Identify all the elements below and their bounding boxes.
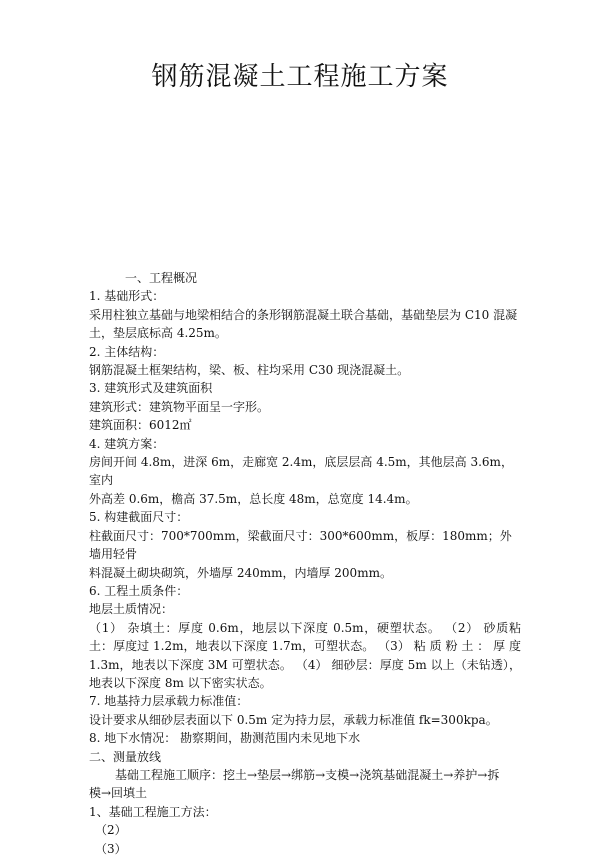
paragraph-line: 外高差 0.6m，檐高 37.5m，总长度 48m，总宽度 14.4m。	[89, 491, 418, 506]
paragraph-line: （2）	[95, 823, 127, 838]
paragraph-line: 土，垫层底标高 4.25m。	[89, 326, 227, 341]
paragraph-line: 1.3m，地表以下深度 3M 可塑状态。 （4） 细砂层：厚度 5m 以上（未钻透），	[89, 657, 521, 672]
document-body	[89, 269, 521, 858]
paragraph-line: 5. 构建截面尺寸：	[89, 510, 189, 525]
paragraph-line: 3. 建筑形式及建筑面积	[89, 381, 213, 396]
paragraph-line: 柱截面尺寸：700*700mm，梁截面尺寸：300*600mm，板厚：180mm；外墙用轻骨	[89, 528, 512, 562]
paragraph-line: 料混凝土砌块砌筑，外墙厚 240mm，内墙厚 200mm。	[89, 565, 392, 580]
paragraph-line: （3）	[95, 841, 127, 856]
paragraph-line: 6. 工程土质条件：	[89, 583, 189, 598]
paragraph-line: （1） 杂填土：厚度 0.6m，地层以下深度 0.5m，硬塑状态。 （2） 砂质粘	[89, 620, 521, 635]
paragraph-line: 设计要求从细砂层表面以下 0.5m 定为持力层，承载力标准值 fk=300kpa。	[89, 712, 498, 727]
paragraph-line: 房间开间 4.8m，进深 6m，走廊宽 2.4m，底层层高 4.5m，其他层高 3.6m，室内	[89, 455, 513, 488]
paragraph-line: 1、基础工程施工方法：	[89, 804, 217, 819]
paragraph-line: 地层土质情况：	[89, 602, 174, 617]
paragraph-line: 土：厚度过 1.2m，地表以下深度 1.7m，可塑状态。 （3） 粘 质 粉 土 ： 厚 度	[89, 639, 521, 654]
paragraph-line: 基础工程施工顺序：挖土→垫层→绑筋→支模→浇筑基础混凝土→养护→拆	[115, 767, 500, 782]
section-heading: 一、工程概况	[125, 271, 198, 285]
paragraph-line: 1. 基础形式：	[89, 289, 165, 304]
paragraph-line: 钢筋混凝土框架结构，梁、板、柱均采用 C30 现浇混凝土。	[89, 363, 410, 378]
paragraph-line: 4. 建筑方案：	[89, 436, 165, 451]
paragraph-line: 模→回填土	[89, 786, 148, 801]
paragraph-line: 2. 主体结构：	[89, 344, 165, 359]
paragraph-line: 建筑面积：6012㎡	[89, 418, 192, 433]
paragraph-line: 8. 地下水情况： 勘察期间，勘测范围内未见地下水	[89, 731, 361, 746]
paragraph-line: 建筑形式：建筑物平面呈一字形。	[89, 399, 270, 414]
paragraph-line: 采用柱独立基础与地梁相结合的条形钢筋混凝土联合基础，基础垫层为 C10 混凝	[89, 307, 518, 322]
section-heading: 二、测量放线	[89, 749, 162, 764]
paragraph-line: 地表以下深度 8m 以下密实状态。	[89, 675, 272, 690]
document-title: 钢筋混凝土工程施工方案	[151, 62, 449, 92]
paragraph-line: 7. 地基持力层承载力标准值：	[89, 694, 249, 709]
